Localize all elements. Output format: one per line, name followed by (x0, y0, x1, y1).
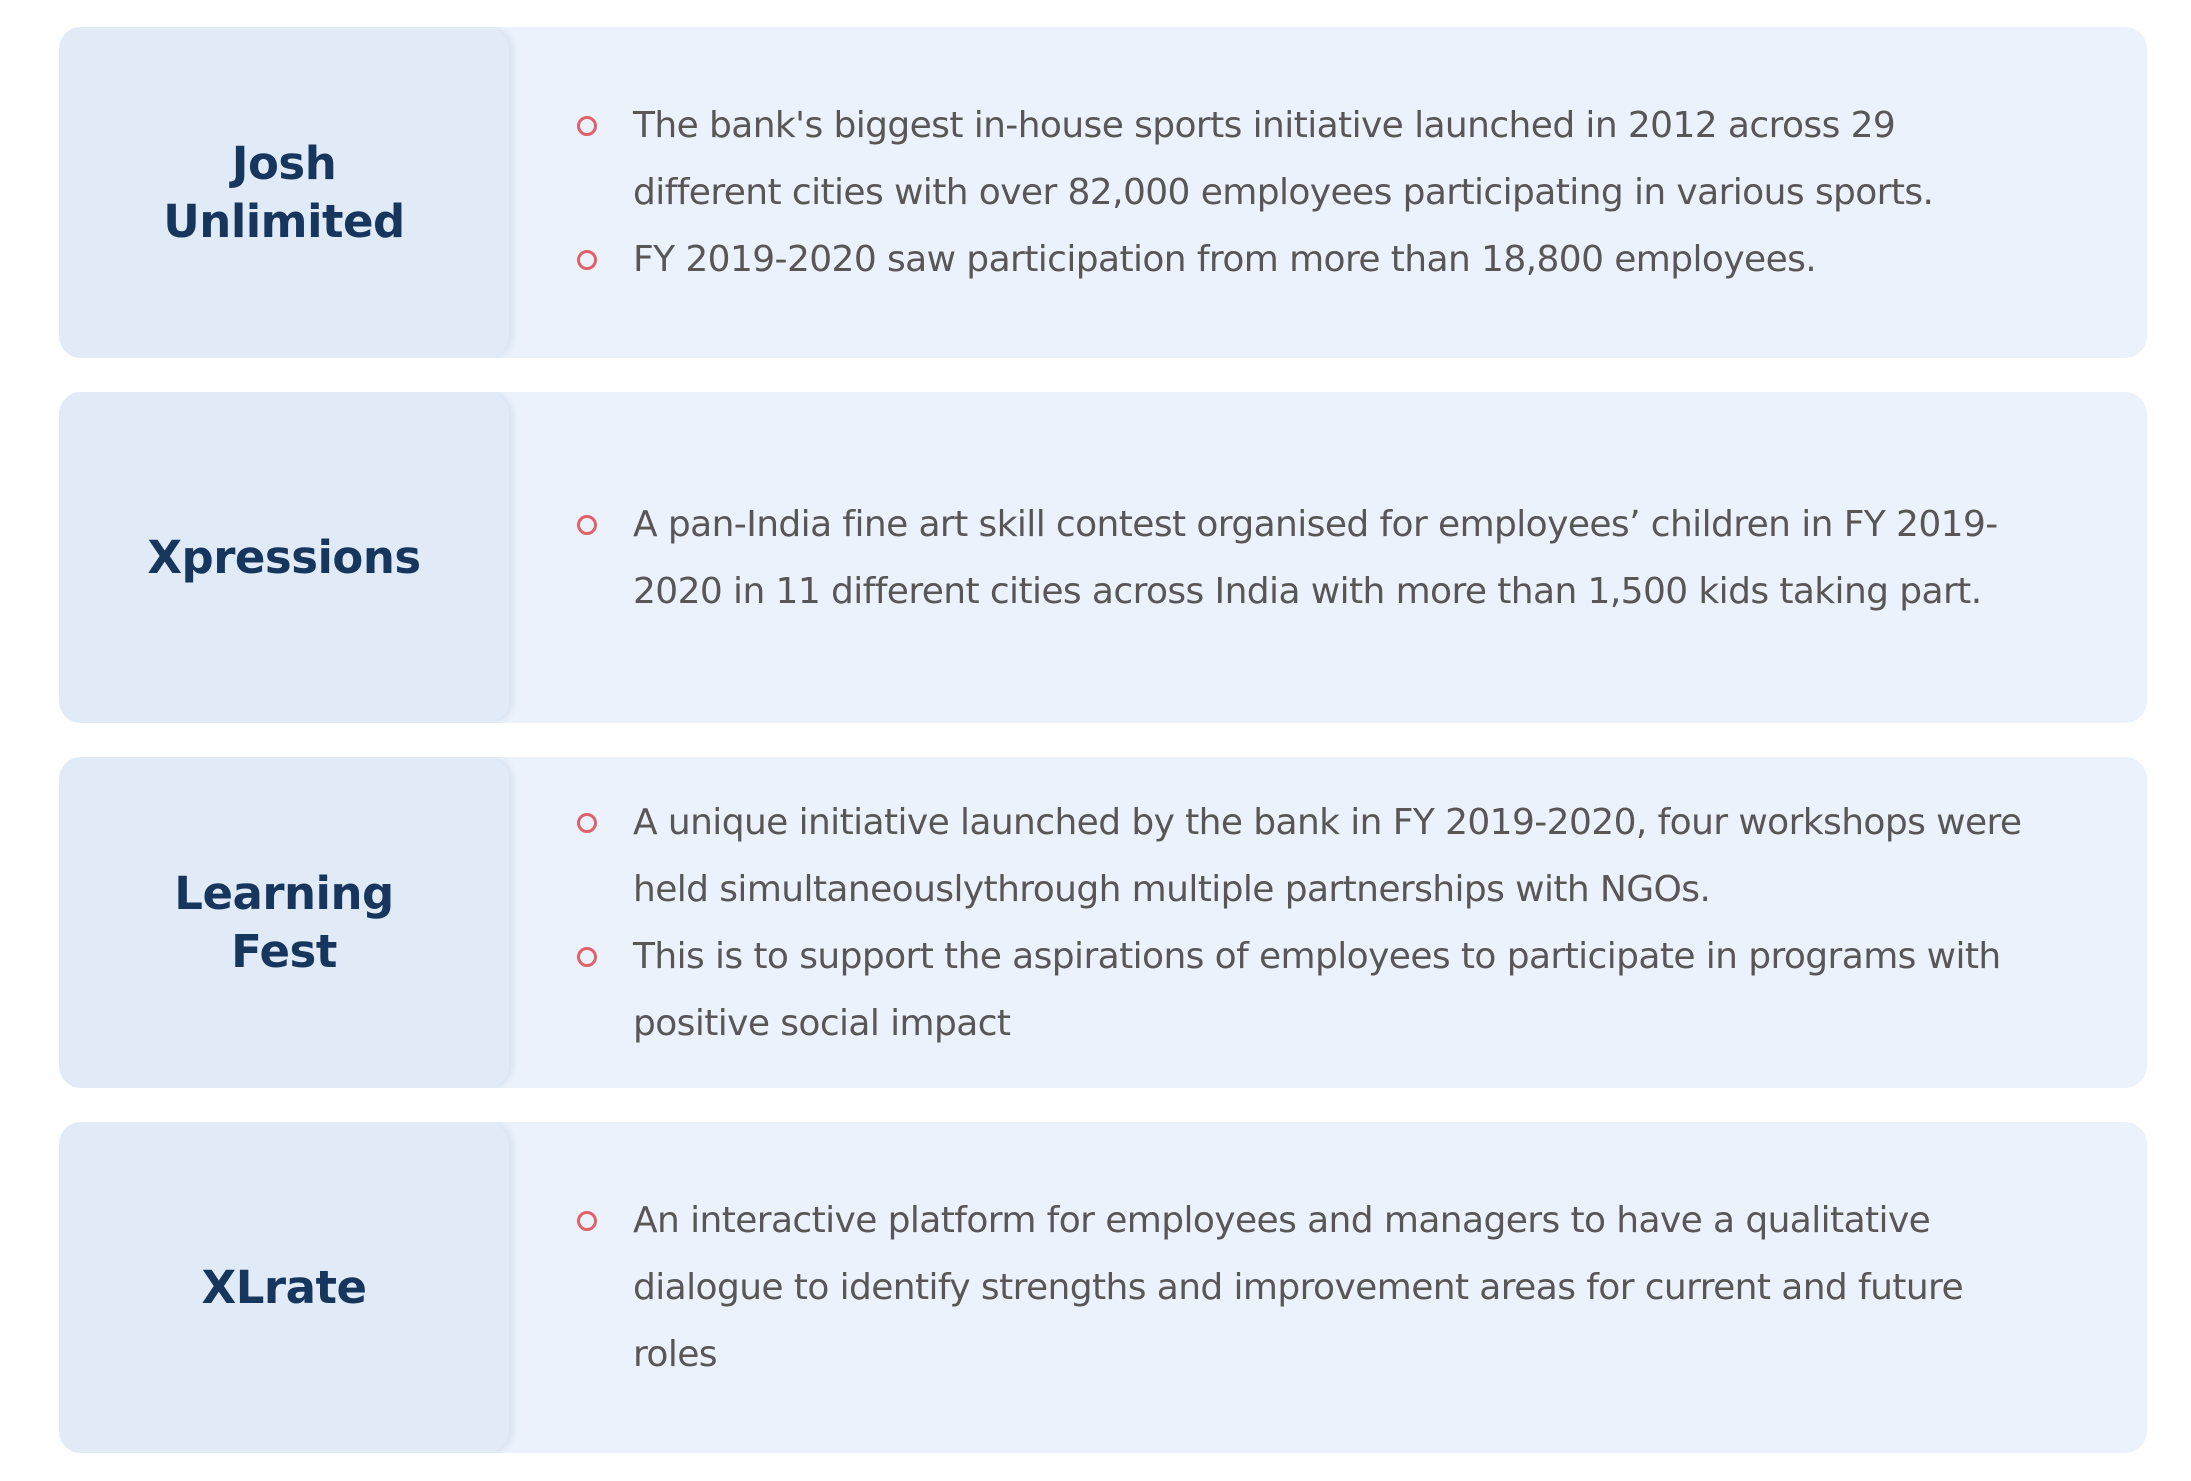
initiative-description (509, 392, 2147, 723)
hollow-circle-bullet-icon (577, 813, 597, 833)
initiative-card-learning-fest (59, 757, 2147, 1088)
bullet-item (577, 226, 2027, 293)
initiatives-list (59, 27, 2147, 1453)
bullet-item (577, 789, 2027, 923)
bullet-text: This is to support the aspirations of employees to participate in programs with positive social impact (633, 935, 2001, 1044)
hollow-circle-bullet-icon (577, 515, 597, 535)
bullet-text: An interactive platform for employees and managers to have a qualitative dialogue to identify strengths and improvement areas for current and future roles (633, 1200, 1963, 1375)
bullet-list (577, 789, 2027, 1057)
bullet-item (577, 923, 2027, 1057)
bullet-list (577, 491, 2027, 625)
bullet-item (577, 92, 2027, 226)
initiative-card-xlrate (59, 1122, 2147, 1453)
bullet-text: FY 2019-2020 saw participation from more than 18,800 employees. (633, 239, 1817, 280)
initiative-description (509, 1122, 2147, 1453)
bullet-text: A unique initiative launched by the bank in FY 2019-2020, four workshops were held simultaneouslythrough multiple partnerships with NGOs. (633, 801, 2022, 910)
hollow-circle-bullet-icon (577, 116, 597, 136)
hollow-circle-bullet-icon (577, 947, 597, 967)
initiative-title: Josh Unlimited (163, 136, 405, 248)
bullet-item (577, 491, 2027, 625)
initiative-label (59, 757, 509, 1088)
hollow-circle-bullet-icon (577, 1211, 597, 1231)
bullet-text: A pan-India fine art skill contest organised for employees’ children in FY 2019-2020 in 11 different cities across India with more than 1,500 kids taking part. (633, 503, 1998, 612)
bullet-text: The bank's biggest in-house sports initiative launched in 2012 across 29 different cities with over 82,000 employees participating in various sports. (633, 105, 1934, 213)
initiative-description (509, 27, 2147, 358)
bullet-item (577, 1187, 2027, 1388)
initiative-description (509, 757, 2147, 1088)
initiative-title: Learning Fest (174, 866, 394, 978)
initiative-label (59, 1122, 509, 1453)
initiative-card-josh-unlimited (59, 27, 2147, 358)
hollow-circle-bullet-icon (577, 250, 597, 270)
bullet-list (577, 92, 2027, 293)
bullet-list (577, 1187, 2027, 1388)
initiative-label (59, 27, 509, 358)
initiative-card-xpressions (59, 392, 2147, 723)
initiative-title: XLrate (201, 1260, 367, 1314)
initiative-title: Xpressions (147, 530, 421, 584)
initiative-label (59, 392, 509, 723)
